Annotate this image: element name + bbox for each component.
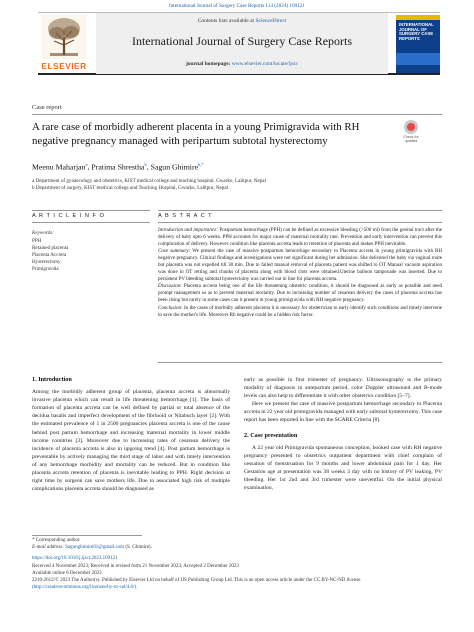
article-info-rule <box>32 210 150 211</box>
email-line <box>32 544 442 551</box>
case-presentation-heading: 2. Case presentation <box>244 431 298 439</box>
elsevier-tree-icon <box>42 15 86 59</box>
affiliation: b Department of surgery, KIST medical college and Teaching Hospital, Gwarko, Lalitpur, Nepal <box>32 185 229 191</box>
keyword: Placenta Accreta <box>32 252 67 258</box>
abstract-paragraph-text: Placenta accreta being one of the life threatening obstetric condition, it should be diagnosed as early as possible and need prompt management so as to prevent maternal mortality. Due to increasing number of cesarean delivery the cases of placenta accreta has been rising but rarely in some cases can it present in young primigravida with RH negative pregnancy. <box>158 283 442 304</box>
abstract-body <box>158 227 442 319</box>
check-for-updates-button[interactable] <box>400 120 422 146</box>
abstract-paragraph-text: Postpartum hemorrhage (PPH) can be defined as excessive bleeding (>500 ml) from the genital tract after the delivery of baby upto 6 weeks. PPH accounts for major cause of maternal mortality rate. Prevention and early intervention can prevent this complication of delivery. However condition like placenta accreta leads to retention of placenta and makes PPH inevitable. <box>158 227 443 248</box>
contents-prefix: Contents lists available at <box>197 18 256 24</box>
footnote-rule <box>32 535 142 536</box>
license-link[interactable]: (http://creativecommons.org/licenses/by-nc-nd/4.0/). <box>32 585 138 591</box>
journal-cover-image[interactable] <box>396 15 440 73</box>
abstract-paragraph-label: Introduction and importance: <box>158 227 219 233</box>
author-name[interactable]: Pratima Shrestha <box>91 162 145 172</box>
article-type: Case report <box>32 104 62 111</box>
keyword: PPH <box>32 238 42 244</box>
body-paragraph: Here we present the case of massive postpartum hemorrhage secondary to Placenta accreta in 22 year old primigravida managed with early subtotal hysterectomy. This case report has been reported in line with the SCARE Criteria [8]. <box>244 401 442 424</box>
abstract-paragraph-text: In the cases of morbidly adherent placenta it is necessary for obstetrician to early identify such conditions and timely intervene to save the mother's life. Moreover Rh negative could be a hidden risk factor. <box>158 304 442 318</box>
author-affiliation-mark[interactable]: b,* <box>198 162 204 167</box>
author-name[interactable]: Sagun Ghimire <box>150 162 199 172</box>
updates-icon <box>404 120 418 134</box>
abstract-paragraph <box>158 248 442 283</box>
journal-homepage-link[interactable]: www.elsevier.com/locate/ijscr <box>231 61 299 67</box>
footnotes <box>32 537 442 591</box>
available-online: Available online 6 December 2023 <box>32 570 102 576</box>
journal-title: International Journal of Surgery Case Reports <box>131 34 353 48</box>
publisher-name: ELSEVIER <box>41 61 87 71</box>
abstract-rule <box>158 222 442 223</box>
body-left-column <box>32 376 230 493</box>
updates-label: Check for updates <box>403 135 419 143</box>
article-info-rule <box>32 222 150 223</box>
body-paragraph: early as possible in first trimester of pregnancy. Ultrasonography is the primary modality of diagnosis in antepartum period, color Doppler ultrasound and B-mode levels can also help to differentiate it with other obstetrics condition [5–7]. <box>244 377 442 400</box>
divider <box>32 114 442 115</box>
keyword: Retained placenta <box>32 245 69 251</box>
contents-line <box>96 18 388 24</box>
homepage-prefix: journal homepage: <box>185 61 232 67</box>
abstract-paragraph-label: Conclusion: <box>158 304 183 311</box>
elsevier-logo <box>38 15 90 73</box>
cover-title: INTERNATIONAL JOURNAL OF SURGERY CASE REPORTS <box>399 22 434 42</box>
author-affiliation-mark[interactable]: b <box>144 162 147 167</box>
license-line <box>32 584 442 591</box>
cover-band <box>396 53 440 65</box>
corresponding-note: * Corresponding author. <box>32 538 81 543</box>
case-presentation-text: A 22 year old Primigravida spontaneous conception, booked case with RH negative pregnancy presented to obstetrics outpatient department with chief complain of cessation of menstruation for 9 months and lower abdominal pain for 1 day. Her Gestation age at presentation was 38 weeks 3 day with no history of PV leaking, PV bleeding. Her 1st 2nd and 3rd trimester were uneventful. On the initial physical examination, <box>244 444 442 492</box>
author-affiliation-mark[interactable]: a <box>85 162 88 167</box>
doi-url[interactable]: https://doi.org/10.1016/j.ijscr.2023.109121 <box>32 556 118 562</box>
body-right-column <box>244 376 442 492</box>
keyword: Primigravida <box>32 266 59 272</box>
email-suffix: (S. Ghimire). <box>124 545 152 551</box>
abstract-paragraph-text: We present the case of massive postpartum hemorrhage secondary to Placenta accreta in young primigravida with RH negative pregnancy. Clinical findings and investigations were not significant during her admission. She delivered the baby via vaginal route but placenta was not expelled till 30 min. Due to failed manual removal of placenta patient was shifted to OT Manual vacuum aspiration was done in OT retting and chunks of placenta along with blood clots were obtained.Uterine balloon tamponade was inserted. Due to persistent PV bleeding subtotal hysterectomy was carried out in line for placenta accreta. <box>158 248 442 283</box>
journal-masthead <box>38 12 440 75</box>
received-dates: Received 4 November 2023; Received in revised form 21 November 2023; Accepted 2 December 2023 <box>32 563 239 569</box>
author-separator: , <box>146 162 151 172</box>
abstract-paragraph-label: Case summary: <box>158 248 191 255</box>
journal-citation-link[interactable]: International Journal of Surgery Case Reports 114 (2024) 109121 <box>168 3 305 9</box>
abstract-paragraph <box>158 227 442 248</box>
abstract-heading: A B S T R A C T <box>158 213 213 219</box>
homepage-line <box>96 61 388 67</box>
abstract-paragraph <box>158 305 442 319</box>
article-title: A rare case of morbidly adherent placenta in a young Primigravida with RH negative pregnancy managed with peripartum subtotal hysterectomy <box>32 121 360 147</box>
author-list <box>32 162 204 172</box>
author-separator: , <box>87 162 92 172</box>
abstract-paragraph <box>158 283 442 304</box>
journal-header-box <box>96 13 388 74</box>
introduction-heading: 1. Introduction <box>32 376 72 383</box>
license-statement: 2210-2612/© 2023 The Author(s). Published by Elsevier Ltd on behalf of IJS Publishing Group Ltd. This is an open access article under the CC BY-NC-ND license <box>32 578 361 584</box>
affiliation: a Department of gynaecology and obstetrics, KIST medical college and teaching hospital, Gwarko, Lalitpur, Nepal <box>32 178 266 184</box>
abstract-bottom-rule <box>158 362 442 363</box>
doi-link[interactable] <box>32 555 442 562</box>
introduction-text: Among the morbidly adherent group of placenta, placenta accreta is abnormally invasive placenta which can result in life threatening hemorrhage [1]. The basis of formation of placenta accreta can be well defined by partial or total absence of the decidua basalis and imperfect development of the fibrinoid or Nitabuch layer [2]. With the estimated prevalence of 1 in 2500 pregnancies placenta accreta is one of the cause behind post partum hemorrhage and increasing maternal mortality in lower middle income countries [3]. Moreover due to increasing rates of cesarean delivery the incidence of placenta accreta is also in upgoing trend [4]. Post partum hemorrhage is preventable by actively managing the third stage of labor and with timely intervention of any hemorrhage morbidity and mortality can be reduced. But in condition like placenta accreta retention of placenta is inevitable leading to PPH. Right decision at right time by surgeon can save mothers life. Due to associated high risk of multiple complications placenta accreta should be diagnosed as <box>32 389 230 493</box>
email-link[interactable]: Sagunghimire01@gmail.com <box>65 545 125 551</box>
keyword: Hysterectomy <box>32 259 61 265</box>
email-label: E-mail address: <box>32 545 66 551</box>
keywords-label: Keywords: <box>32 230 54 236</box>
abstract-paragraph-label: Discussion: <box>158 283 182 290</box>
article-info-heading: A R T I C L E I N F O <box>32 213 105 219</box>
author-name[interactable]: Meenu Maharjan <box>32 162 86 172</box>
sciencedirect-link[interactable]: ScienceDirect <box>255 18 287 24</box>
abstract-rule <box>158 210 442 211</box>
